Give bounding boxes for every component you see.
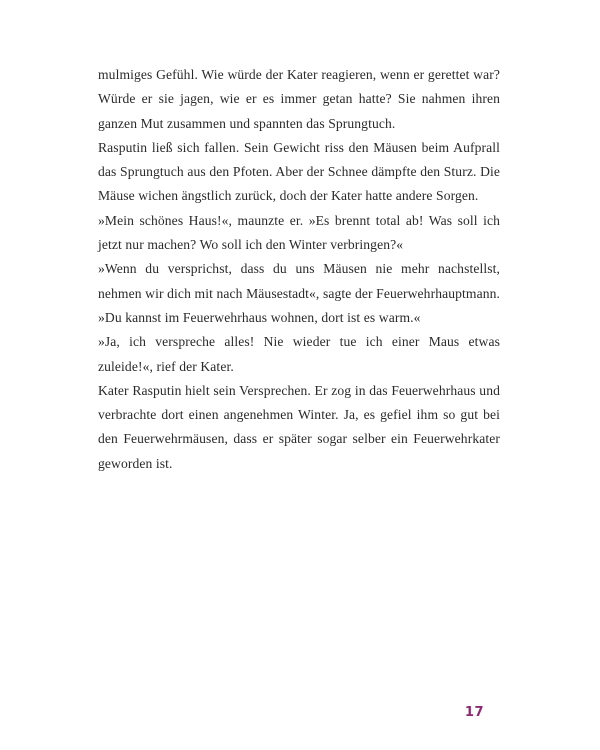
page-number: 17 xyxy=(464,705,484,720)
paragraph-3: »Mein schönes Haus!«, maunzte er. »Es brennt total ab! Was soll ich jetzt nur machen? Wo soll ich den Winter verbringen?« xyxy=(98,212,500,253)
paragraph-5: »Ja, ich verspreche alles! Nie wieder tue ich einer Maus etwas zuleide!«, rief der Kater. xyxy=(98,334,500,374)
paragraph-2: Rasputin ließ sich fallen. Sein Gewicht riss den Mäusen beim Aufprall das Sprungtuch aus den Pfoten. Aber der Schnee dämpfte den Sturz. Die Mäuse wichen ängstlich zurück, doch der Kater hatte andere Sorgen. xyxy=(98,139,500,204)
paragraph-6: Kater Rasputin hielt sein Versprechen. Er zog in das Feuerwehrhaus und verbrachte dort einen angenehmen Winter. Ja, es gefiel ihm so gut bei den Feuerwehrmäusen, dass er später sogar selber ein Feuerwehrkater geworden ist. xyxy=(98,382,500,471)
paragraph-1: mulmiges Gefühl. Wie würde der Kater reagieren, wenn er gerettet war? Würde er sie jagen, wie er es immer getan hatte? Sie nahmen ihren ganzen Mut zusammen und spannten das Sprungtuch. xyxy=(98,67,500,131)
paragraph-4: »Wenn du versprichst, dass du uns Mäusen nie mehr nachstellst, nehmen wir dich mit nach Mäusestadt«, sagte der Feuerwehrhauptmann. »Du kannst im Feuerwehrhaus wohnen, dort ist es warm.« xyxy=(98,261,500,325)
body-text xyxy=(98,63,500,476)
